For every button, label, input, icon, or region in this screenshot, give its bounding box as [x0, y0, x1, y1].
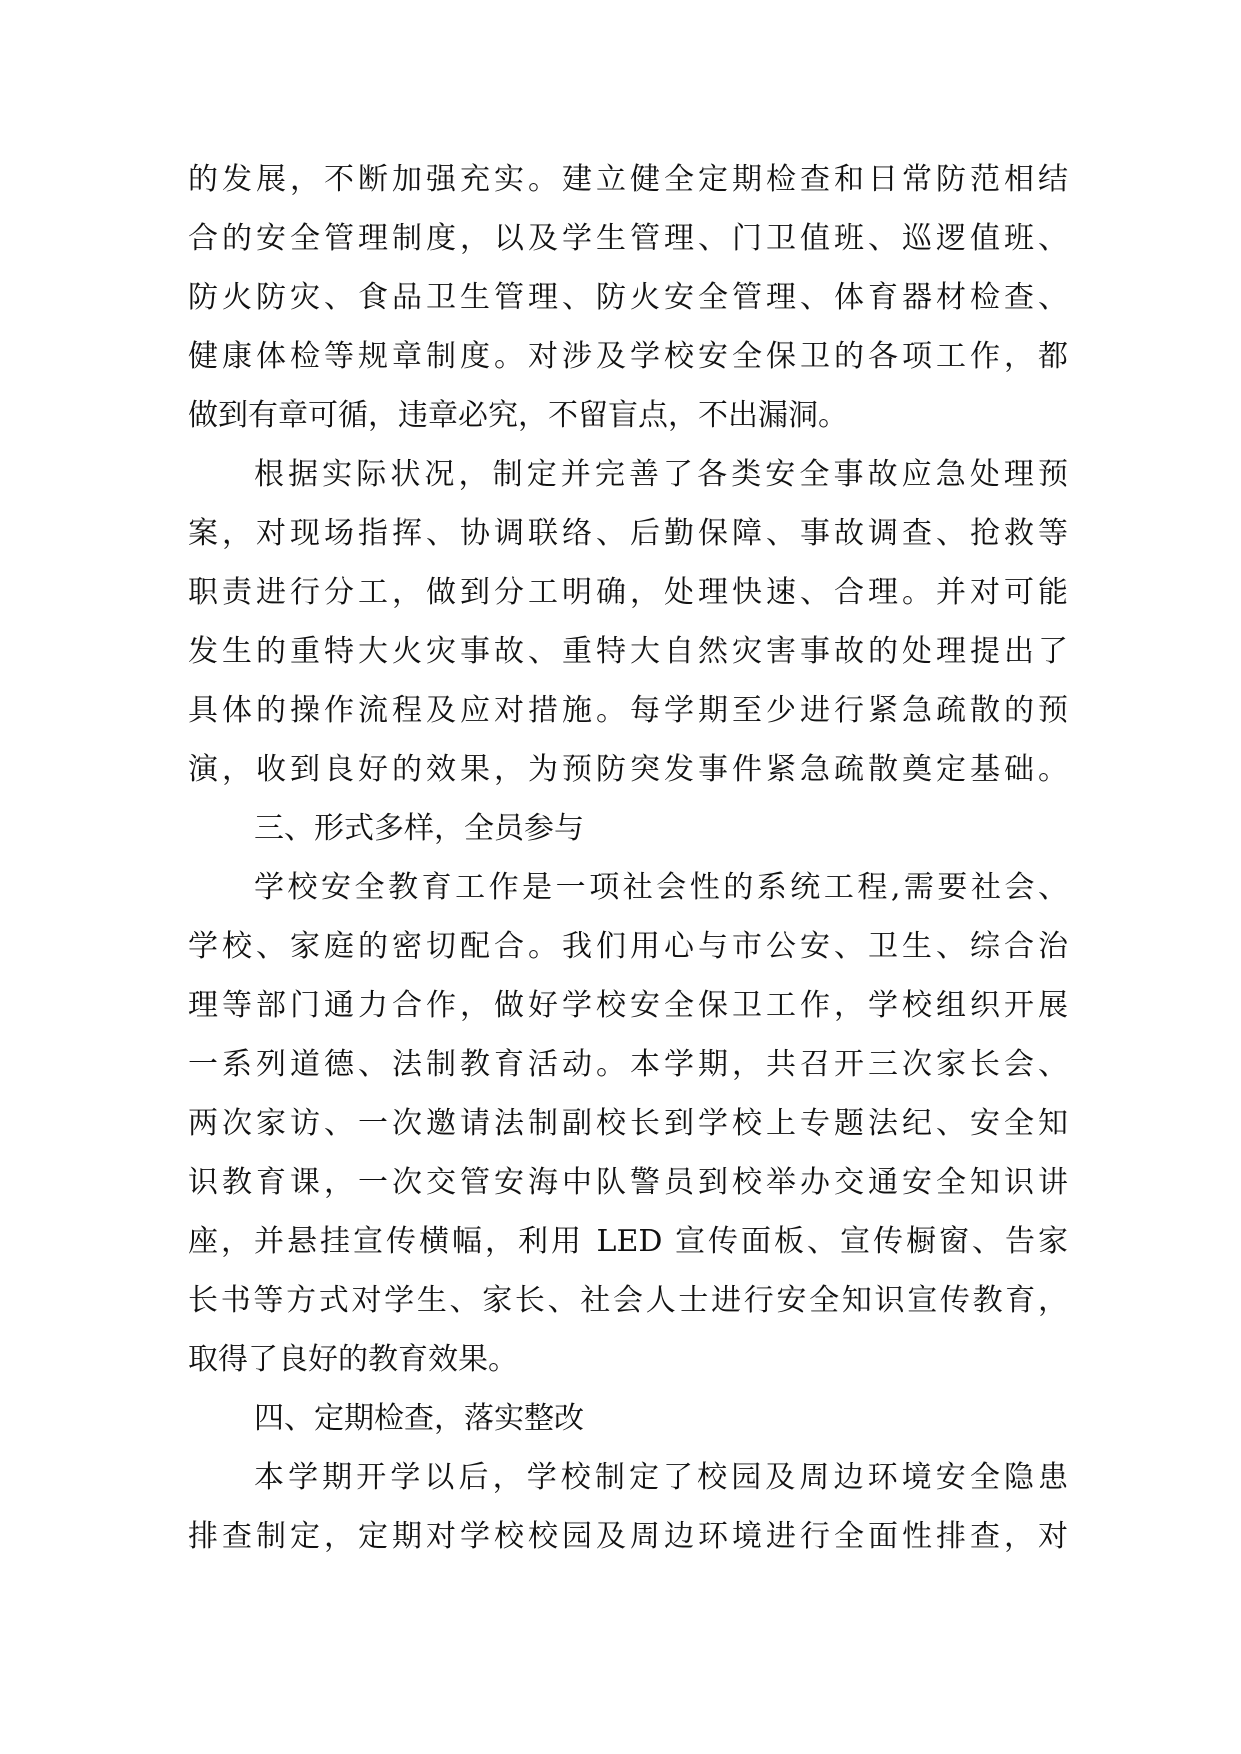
- paragraph-line: 两次家访、一次邀请法制副校长到学校上专题法纪、安全知: [188, 1106, 1068, 1141]
- section-heading: 三、形式多样，全员参与: [254, 811, 584, 846]
- paragraph-line: 一系列道德、法制教育活动。本学期，共召开三次家长会、: [188, 1047, 1068, 1082]
- section-heading: 四、定期检查，落实整改: [254, 1401, 584, 1436]
- paragraph-line: 合的安全管理制度，以及学生管理、门卫值班、巡逻值班、: [188, 221, 1068, 256]
- paragraph-line: 本学期开学以后，学校制定了校园及周边环境安全隐患: [254, 1460, 1068, 1495]
- paragraph-line: 案，对现场指挥、协调联络、后勤保障、事故调查、抢救等: [188, 516, 1068, 551]
- paragraph-line: 根据实际状况，制定并完善了各类安全事故应急处理预: [254, 457, 1068, 492]
- paragraph-line: 做到有章可循，违章必究，不留盲点，不出漏洞。: [188, 398, 848, 433]
- paragraph-line: 取得了良好的教育效果。: [188, 1342, 518, 1377]
- paragraph-line: 防火防灾、食品卫生管理、防火安全管理、体育器材检查、: [188, 280, 1068, 315]
- paragraph-line: 演，收到良好的效果，为预防突发事件紧急疏散奠定基础。: [188, 752, 1068, 787]
- paragraph-line: 发生的重特大火灾事故、重特大自然灾害事故的处理提出了: [188, 634, 1068, 669]
- paragraph-line: 理等部门通力合作，做好学校安全保卫工作，学校组织开展: [188, 988, 1068, 1023]
- paragraph-line: 健康体检等规章制度。对涉及学校安全保卫的各项工作，都: [188, 339, 1068, 374]
- paragraph-line: 的发展，不断加强充实。建立健全定期检查和日常防范相结: [188, 162, 1068, 197]
- paragraph-line: 识教育课，一次交管安海中队警员到校举办交通安全知识讲: [188, 1165, 1068, 1200]
- paragraph-line: 排查制定，定期对学校校园及周边环境进行全面性排查，对: [188, 1519, 1068, 1554]
- paragraph-line: 具体的操作流程及应对措施。每学期至少进行紧急疏散的预: [188, 693, 1068, 728]
- paragraph-line: 职责进行分工，做到分工明确，处理快速、合理。并对可能: [188, 575, 1068, 610]
- paragraph-line: 座，并悬挂宣传横幅，利用 LED 宣传面板、宣传橱窗、告家: [188, 1224, 1068, 1259]
- document-body: [188, 150, 1068, 1566]
- paragraph-line: 学校安全教育工作是一项社会性的系统工程,需要社会、: [254, 870, 1068, 905]
- paragraph-line: 学校、家庭的密切配合。我们用心与市公安、卫生、综合治: [188, 929, 1068, 964]
- paragraph-line: 长书等方式对学生、家长、社会人士进行安全知识宣传教育，: [188, 1283, 1068, 1318]
